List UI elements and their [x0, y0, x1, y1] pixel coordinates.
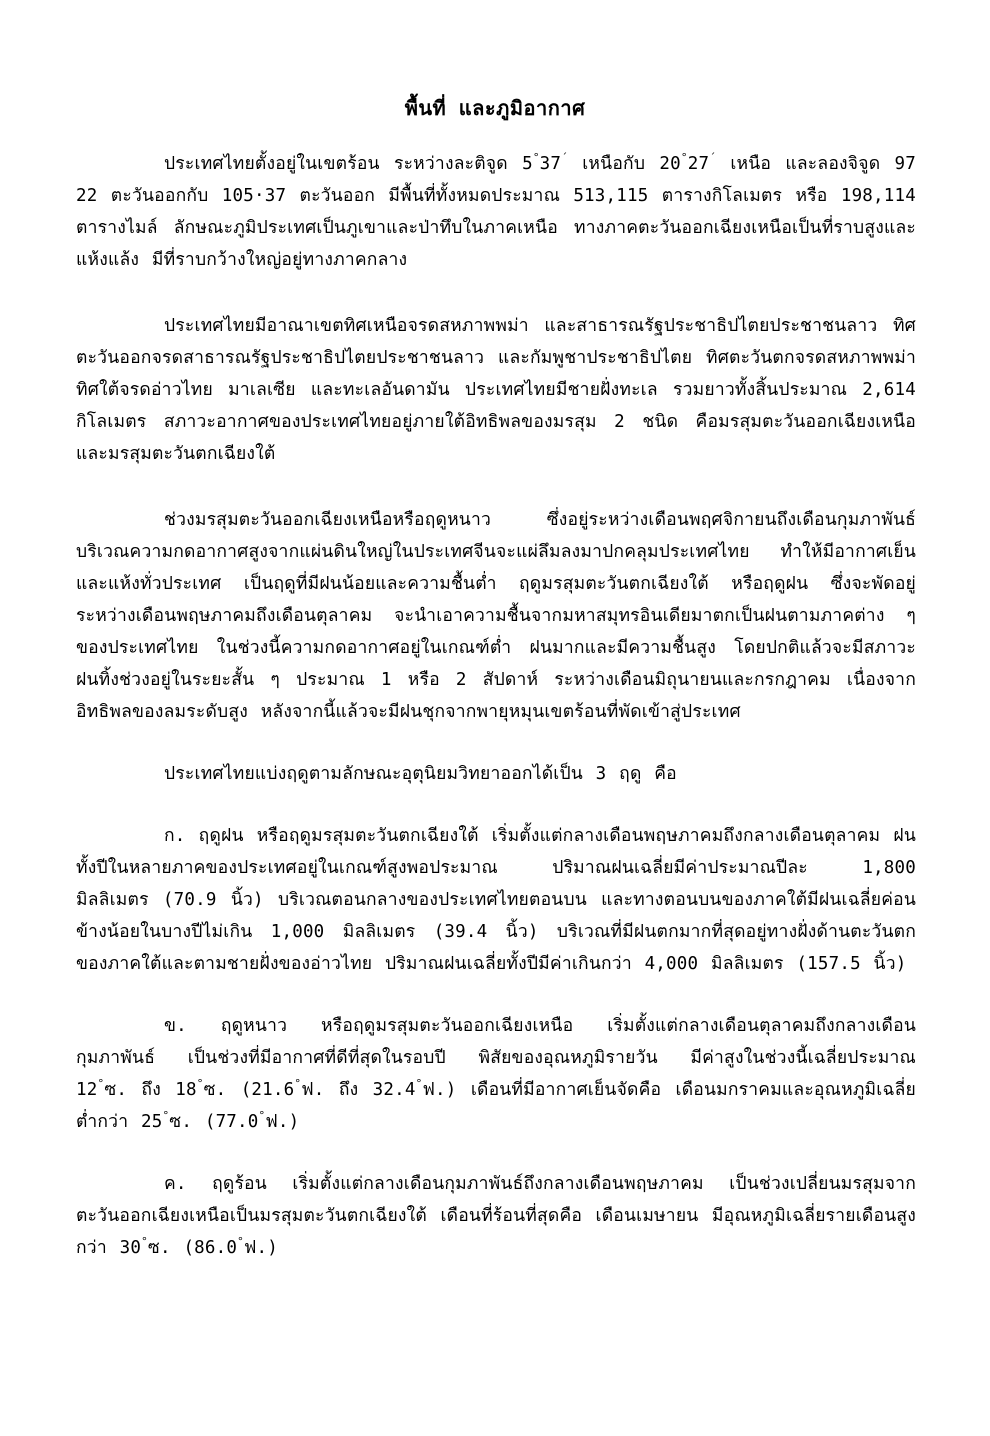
- degree-symbol: °: [97, 1077, 105, 1090]
- degree-symbol: °: [162, 1109, 170, 1122]
- document-body: [76, 148, 916, 1264]
- degree-symbol: °: [237, 1235, 244, 1248]
- degree-symbol: °: [415, 1077, 423, 1090]
- text-segment: ซ. (86.0: [147, 1238, 238, 1258]
- text-segment: ฟ.) เดือนที่มีอากาศเย็นจัดคือ เดือนมกราคมและอุณหภูมิเฉลี่ยต่ำกว่า 25: [76, 1080, 916, 1132]
- text-segment: ฟ. ถึง 32.4: [301, 1080, 416, 1100]
- text-segment: ซ. (77.0: [169, 1112, 259, 1132]
- degree-symbol: °: [294, 1077, 302, 1090]
- text-segment: ฟ.): [243, 1238, 279, 1258]
- minute-symbol: ´: [561, 151, 568, 164]
- degree-symbol: °: [258, 1109, 266, 1122]
- paragraph-hot-season: [76, 1168, 916, 1264]
- page-title: พื้นที่ และภูมิอากาศ: [404, 96, 586, 120]
- paragraph-cold-season: [76, 1010, 916, 1138]
- text-segment: เหนือกับ 20: [567, 154, 681, 174]
- text-segment: 37: [539, 154, 562, 174]
- text-segment: ค. ฤดูร้อน เริ่มตั้งแต่กลางเดือนกุมภาพันธ์ถึงกลางเดือนพฤษภาคม เป็นช่วงเปลี่ยนมรสุมจากตะวันออกเฉียงเหนือเป็นมรสุมตะวันตกเฉียงใต้ เดือนที่ร้อนที่สุดคือ เดือนเมษายน มีอุณหภูมิเฉลี่ยรายเดือนสูงกว่า 30: [76, 1174, 916, 1258]
- degree-symbol: °: [680, 151, 688, 164]
- text-segment: เหนือ และลองจิจูด 97 22 ตะวันออกกับ 105·37 ตะวันออก มีพื้นที่ทั้งหมดประมาณ 513,115 ตารางกิโลเมตร หรือ 198,114 ตารางไมล์ ลักษณะภูมิประเทศเป็นภูเขาและป่าทึบในภาคเหนือ ทางภาคตะวันออกเฉียงเหนือเป็นที่ราบสูงและแห้งแล้ง มีที่ราบกว้างใหญ่อยู่ทางภาคกลาง: [76, 154, 917, 270]
- degree-symbol: °: [141, 1235, 148, 1248]
- paragraph-seasons-intro: ประเทศไทยแบ่งฤดูตามลักษณะอุตุนิยมวิทยาออกได้เป็น 3 ฤดู คือ: [164, 764, 677, 784]
- paragraph-monsoons: ช่วงมรสุมตะวันออกเฉียงเหนือหรือฤดูหนาว ซึ่งอยู่ระหว่างเดือนพฤศจิกายนถึงเดือนกุมภาพันธ์ บริเวณความกดอากาศสูงจากแผ่นดินใหญ่ในประเทศจีนจะแผ่ลึมลงมาปกคลุมประเทศไทย ทำให้มีอากาศเย็นและแห้งทั่วประเทศ เป็นฤดูที่มีฝนน้อยและความชื้นต่ำ ฤดูมรสุมตะวันตกเฉียงใต้ หรือฤดูฝน ซึ่งจะพัดอยู่ระหว่างเดือนพฤษภาคมถึงเดือนตุลาคม จะนำเอาความชื้นจากมหาสมุทรอินเดียมาตกเป็นฝนตามภาคต่าง ๆ ของประเทศไทย ในช่วงนี้ความกดอากาศอยู่ในเกณฑ์ต่ำ ฝนมากและมีความชื้นสูง โดยปกติแล้วจะมีสภาวะฝนทิ้งช่วงอยู่ในระยะสั้น ๆ ประมาณ 1 หรือ 2 สัปดาห์ ระหว่างเดือนมิถุนายนและกรกฎาคม เนื่องจากอิทธิพลของลมระดับสูง หลังจากนี้แล้วจะมีฝนชุกจากพายุหมุนเขตร้อนที่พัดเข้าสู่ประเทศ: [76, 510, 916, 722]
- text-segment: ฟ.): [265, 1112, 300, 1132]
- text-segment: ประเทศไทยตั้งอยู่ในเขตร้อน ระหว่างละติจูด 5: [164, 154, 533, 174]
- text-segment: 27: [687, 154, 710, 174]
- paragraph-borders: ประเทศไทยมีอาณาเขตทิศเหนือจรดสหภาพพม่า และสาธารณรัฐประชาธิปไตยประชาชนลาว ทิศตะวันออกจรดสาธารณรัฐประชาธิปไตยประชาชนลาว และกัมพูชาประชาธิปไตย ทิศตะวันตกจรดสหภาพพม่า ทิศใต้จรดอ่าวไทย มาเลเซีย และทะเลอันดามัน ประเทศไทยมีชายฝั่งทะเล รวมยาวทั้งสิ้นประมาณ 2,614 กิโลเมตร สภาวะอากาศของประเทศไทยอยู่ภายใต้อิทธิพลของมรสุม 2 ชนิด คือมรสุมตะวันออกเฉียงเหนือและมรสุมตะวันตกเฉียงใต้: [76, 316, 916, 464]
- text-segment: ซ. ถึง 18: [104, 1080, 197, 1100]
- degree-symbol: °: [196, 1077, 204, 1090]
- paragraph-rainy-season: ก. ฤดูฝน หรือฤดูมรสุมตะวันตกเฉียงใต้ เริ่มตั้งแต่กลางเดือนพฤษภาคมถึงกลางเดือนตุลาคม ฝนทั้งปีในหลายภาคของประเทศอยู่ในเกณฑ์สูงพอประมาณ ปริมาณฝนเฉลี่ยมีค่าประมาณปีละ 1,800 มิลลิเมตร (70.9 นิ้ว) บริเวณตอนกลางของประเทศไทยตอนบน และทางตอนบนของภาคใต้มีฝนเฉลี่ยค่อนข้างน้อยในบางปีไม่เกิน 1,000 มิลลิเมตร (39.4 นิ้ว) บริเวณที่มีฝนตกมากที่สุดอยู่ทางฝั่งด้านตะวันตกของภาคใต้และตามชายฝั่งของอ่าวไทย ปริมาณฝนเฉลี่ยทั้งปีมีค่าเกินกว่า 4,000 มิลลิเมตร (157.5 นิ้ว): [76, 826, 916, 974]
- minute-symbol: ´: [709, 151, 717, 164]
- degree-symbol: °: [532, 151, 540, 164]
- text-segment: ข. ฤดูหนาว หรือฤดูมรสุมตะวันออกเฉียงเหนือ เริ่มตั้งแต่กลางเดือนตุลาคมถึงกลางเดือนกุมภาพันธ์ เป็นช่วงที่มีอากาศที่ดีที่สุดในรอบปี พิสัยของอุณหภูมิรายวัน มีค่าสูงในช่วงนี้เฉลี่ยประมาณ 12: [76, 1016, 916, 1100]
- paragraph-location: [76, 148, 916, 276]
- text-segment: ซ. (21.6: [203, 1080, 295, 1100]
